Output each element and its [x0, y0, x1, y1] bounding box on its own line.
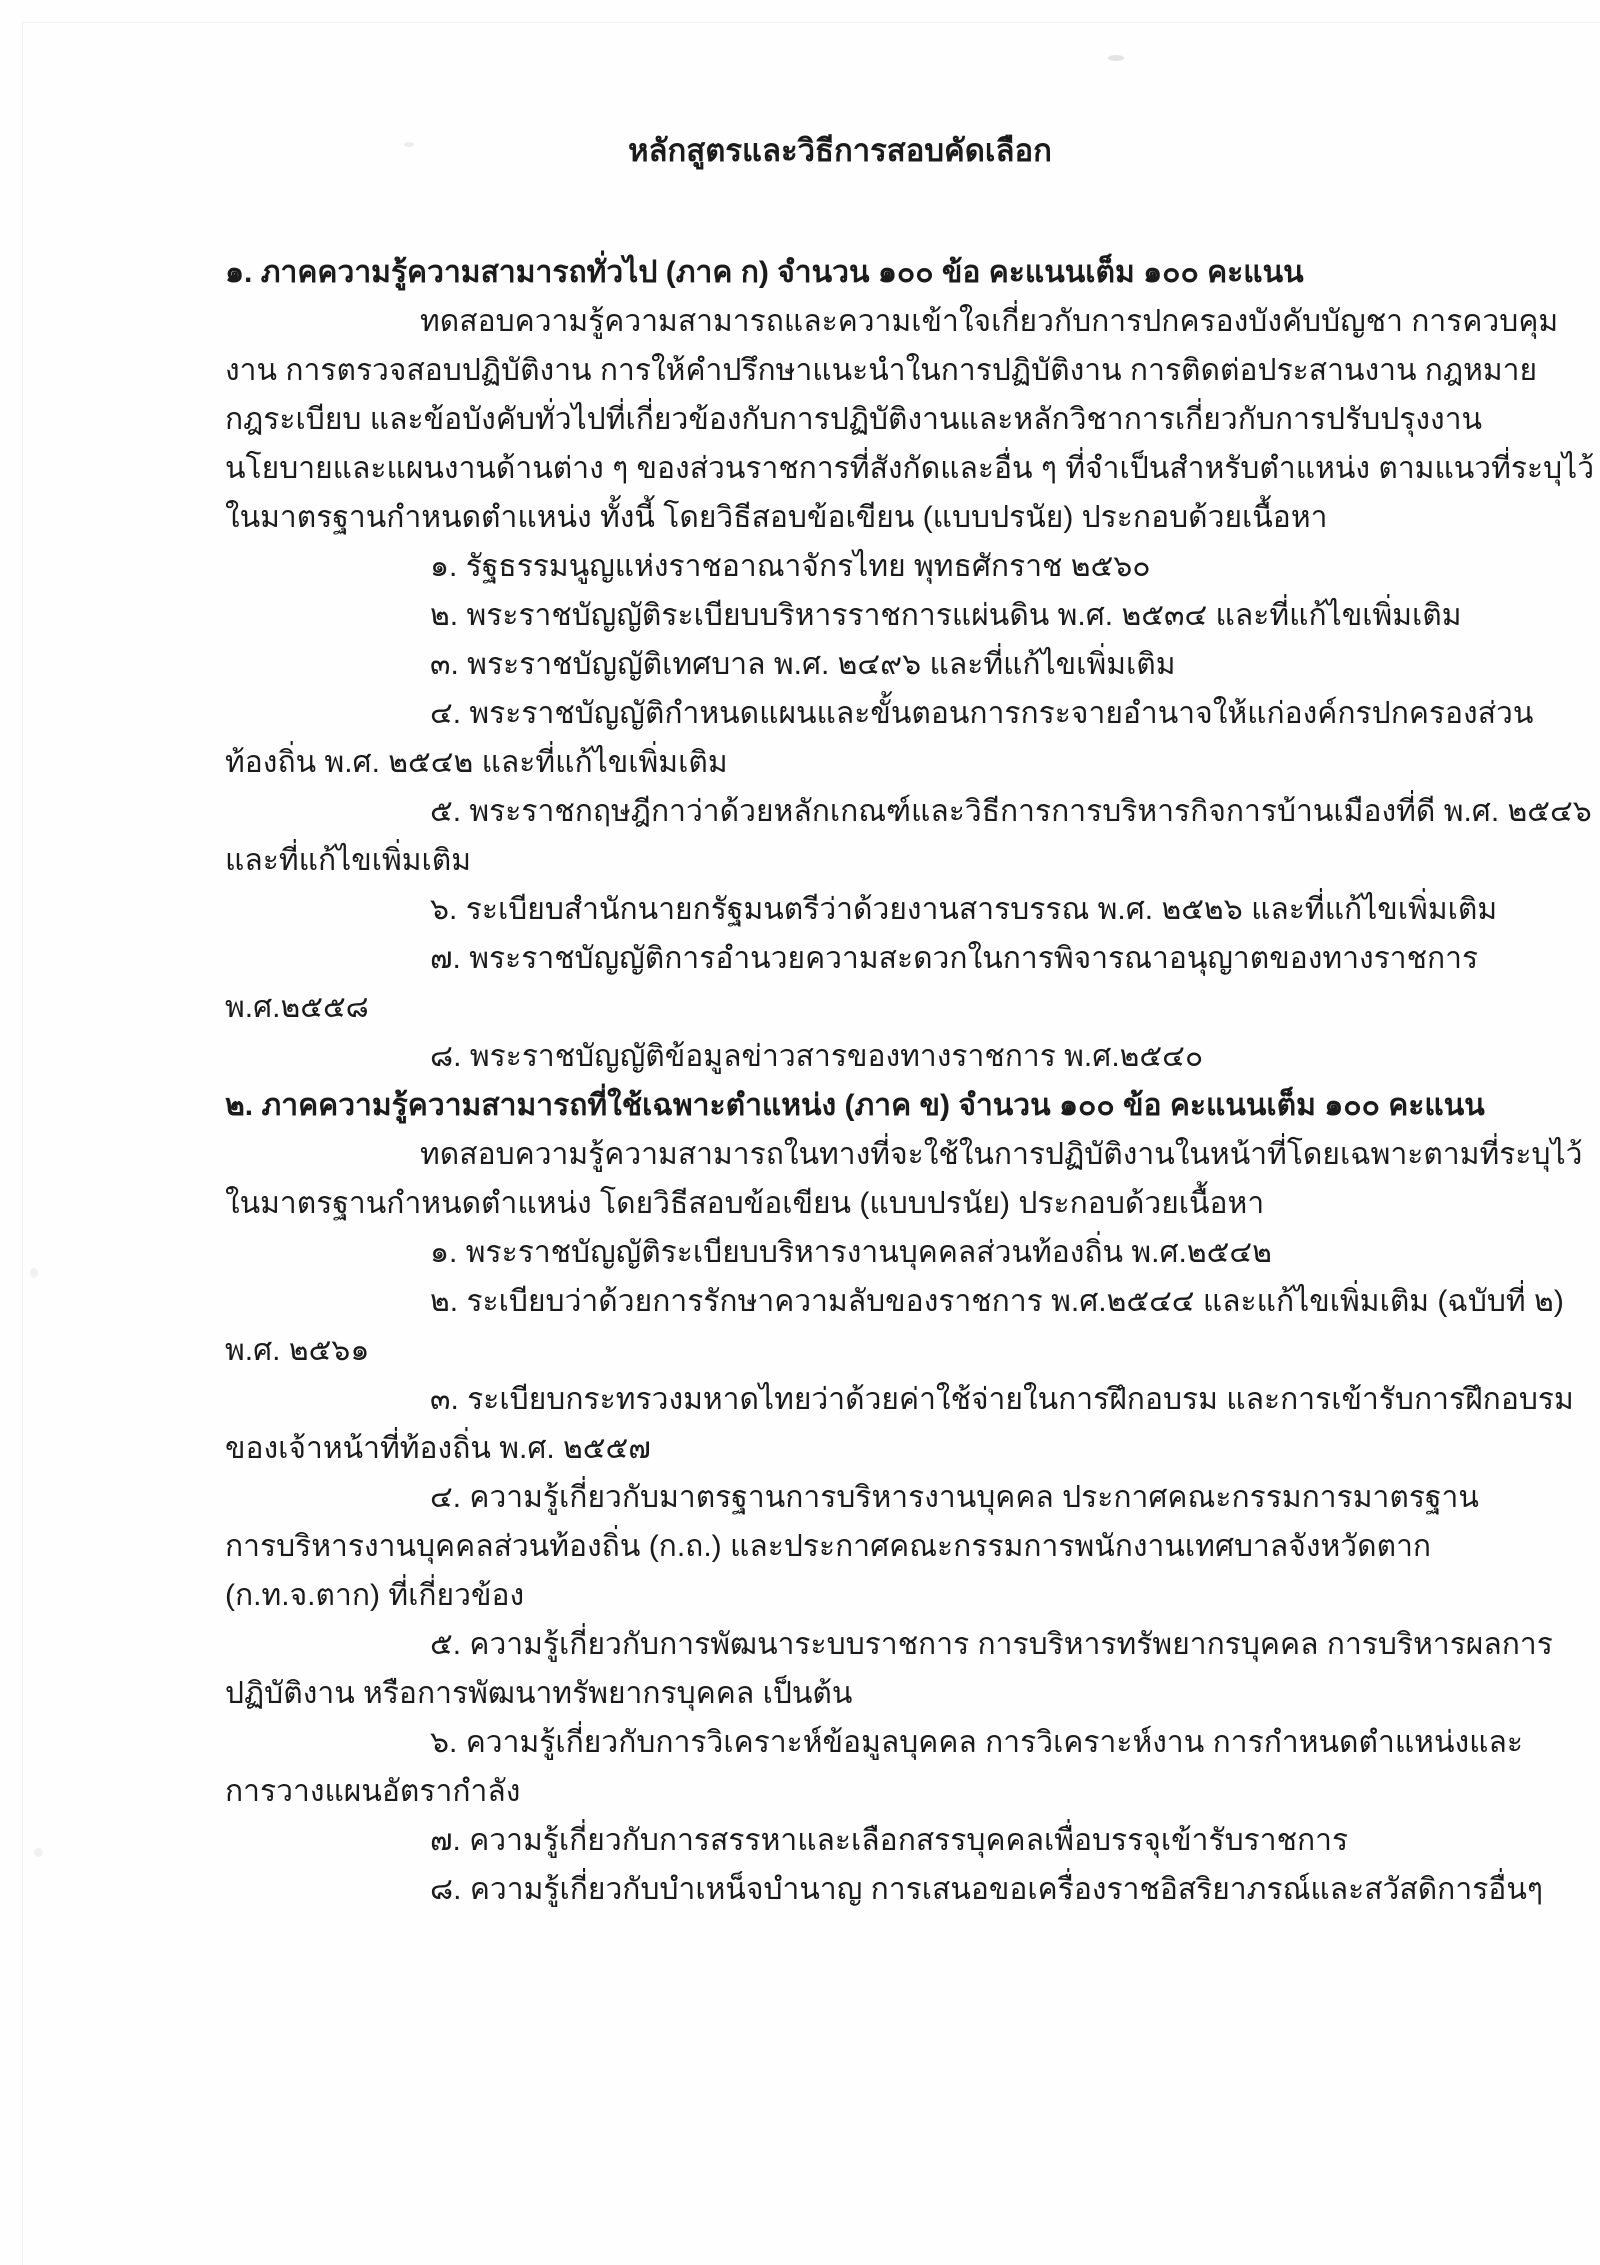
list-item	[225, 1375, 1574, 1473]
list-item-line: และที่แก้ไขเพิ่มเติม	[225, 844, 472, 877]
list-item-line: การบริหารงานบุคคลส่วนท้องถิ่น (ก.ถ.) และประกาศคณะกรรมการพนักงานเทศบาลจังหวัดตาก	[225, 1530, 1432, 1563]
list-item-line: ๓. พระราชบัญญัติเทศบาล พ.ศ. ๒๔๙๖ และที่แก้ไขเพิ่มเติม	[430, 648, 1176, 681]
section-1	[225, 248, 1595, 1081]
list-item	[225, 1816, 1465, 1865]
scan-smudge	[34, 1848, 43, 1857]
section-intro-line: ทดสอบความรู้ความสามารถในทางที่จะใช้ในการปฏิบัติงานในหน้าที่โดยเฉพาะตามที่ระบุไว้	[420, 1138, 1583, 1171]
list-item	[225, 1277, 1564, 1375]
scan-page-edge	[22, 22, 23, 2265]
section-heading: ๒. ภาคความรู้ความสามารถที่ใช้เฉพาะตำแหน่ง (ภาค ข) จำนวน ๑๐๐ ข้อ คะแนนเต็ม ๑๐๐ คะแนน	[225, 1089, 1485, 1122]
scan-smudge	[1108, 55, 1124, 61]
list-item-line: (ก.ท.จ.ตาก) ที่เกี่ยวข้อง	[225, 1579, 525, 1612]
list-item-line: ๑. รัฐธรรมนูญแห่งราชอาณาจักรไทย พุทธศักราช ๒๕๖๐	[430, 550, 1151, 583]
list-item	[225, 885, 1498, 934]
list-item	[225, 1032, 1465, 1081]
list-item-line: พ.ศ. ๒๕๖๑	[225, 1334, 370, 1367]
list-item	[225, 542, 1465, 591]
list-item	[225, 787, 1592, 885]
list-item-line: ๕. ความรู้เกี่ยวกับการพัฒนาระบบราชการ การบริหารทรัพยากรบุคคล การบริหารผลการ	[430, 1628, 1553, 1661]
list-item	[225, 1620, 1553, 1718]
section-heading: ๑. ภาคความรู้ความสามารถทั่วไป (ภาค ก) จำนวน ๑๐๐ ข้อ คะแนนเต็ม ๑๐๐ คะแนน	[225, 256, 1304, 289]
list-item-line: ๒. พระราชบัญญัติระเบียบบริหารราชการแผ่นดิน พ.ศ. ๒๕๓๔ และที่แก้ไขเพิ่มเติม	[430, 599, 1462, 632]
section-intro-line: กฎระเบียบ และข้อบังคับทั่วไปที่เกี่ยวข้องกับการปฏิบัติงานและหลักวิชาการเกี่ยวกับการปรับปรุงงาน	[225, 403, 1483, 436]
scan-smudge	[30, 1268, 38, 1278]
list-item-line: ๑. พระราชบัญญัติระเบียบบริหารงานบุคคลส่วนท้องถิ่น พ.ศ.๒๕๔๒	[430, 1236, 1272, 1269]
list-item	[225, 934, 1479, 1032]
section-intro-line: ในมาตรฐานกำหนดตำแหน่ง โดยวิธีสอบข้อเขียน (แบบปรนัย) ประกอบด้วยเนื้อหา	[225, 1187, 1265, 1220]
list-item-line: ปฏิบัติงาน หรือการพัฒนาทรัพยากรบุคคล เป็นต้น	[225, 1677, 853, 1710]
list-item-line: ๖. ระเบียบสำนักนายกรัฐมนตรีว่าด้วยงานสารบรรณ พ.ศ. ๒๕๒๖ และที่แก้ไขเพิ่มเติม	[430, 893, 1498, 926]
list-item	[225, 591, 1465, 640]
section-intro-line: นโยบายและแผนงานด้านต่าง ๆ ของส่วนราชการที่สังกัดและอื่น ๆ ที่จำเป็นสำหรับตำแหน่ง ตามแนวที่ระบุไว้	[225, 452, 1595, 485]
list-item	[225, 689, 1534, 787]
list-item-line: ๖. ความรู้เกี่ยวกับการวิเคราะห์ข้อมูลบุคคล การวิเคราะห์งาน การกำหนดตำแหน่งและ	[430, 1726, 1523, 1759]
list-item-line: ๘. ความรู้เกี่ยวกับบำเหน็จบำนาญ การเสนอขอเครื่องราชอิสริยาภรณ์และสวัสดิการอื่นๆ	[430, 1873, 1543, 1906]
section-intro-line: งาน การตรวจสอบปฏิบัติงาน การให้คำปรึกษาแนะนำในการปฏิบัติงาน การติดต่อประสานงาน กฎหมาย	[225, 354, 1538, 387]
document-title: หลักสูตรและวิธีการสอบคัดเลือก	[628, 133, 1052, 168]
list-item-line: ท้องถิ่น พ.ศ. ๒๕๔๒ และที่แก้ไขเพิ่มเติม	[225, 746, 728, 779]
list-item-line: ของเจ้าหน้าที่ท้องถิ่น พ.ศ. ๒๕๕๗	[225, 1432, 651, 1465]
list-item-line: การวางแผนอัตรากำลัง	[225, 1775, 521, 1808]
list-item-line: ๔. ความรู้เกี่ยวกับมาตรฐานการบริหารงานบุคคล ประกาศคณะกรรมการมาตรฐาน	[430, 1481, 1479, 1514]
list-item-line: ๓. ระเบียบกระทรวงมหาดไทยว่าด้วยค่าใช้จ่ายในการฝึกอบรม และการเข้ารับการฝึกอบรม	[430, 1383, 1574, 1416]
section-2	[225, 1081, 1583, 1914]
list-item	[225, 1718, 1523, 1816]
list-item-line: ๗. ความรู้เกี่ยวกับการสรรหาและเลือกสรรบุคคลเพื่อบรรจุเข้ารับราชการ	[430, 1824, 1349, 1857]
list-item-line: ๗. พระราชบัญญัติการอำนวยความสะดวกในการพิจารณาอนุญาตของทางราชการ	[430, 942, 1479, 975]
list-item-line: ๕. พระราชกฤษฎีกาว่าด้วยหลักเกณฑ์และวิธีการการบริหารกิจการบ้านเมืองที่ดี พ.ศ. ๒๕๔๖	[430, 795, 1592, 828]
list-item	[225, 640, 1465, 689]
list-item-line: ๘. พระราชบัญญัติข้อมูลข่าวสารของทางราชการ พ.ศ.๒๕๔๐	[430, 1040, 1204, 1073]
list-item-line: ๒. ระเบียบว่าด้วยการรักษาความลับของราชการ พ.ศ.๒๕๔๔ และแก้ไขเพิ่มเติม (ฉบับที่ ๒)	[430, 1285, 1564, 1318]
list-item	[225, 1473, 1479, 1620]
document-body	[225, 248, 1595, 1914]
section-intro-line: ในมาตรฐานกำหนดตำแหน่ง ทั้งนี้ โดยวิธีสอบข้อเขียน (แบบปรนัย) ประกอบด้วยเนื้อหา	[225, 501, 1328, 534]
scan-page-edge	[22, 22, 1600, 23]
list-item	[225, 1228, 1465, 1277]
section-intro-line: ทดสอบความรู้ความสามารถและความเข้าใจเกี่ยวกับการปกครองบังคับบัญชา การควบคุม	[420, 305, 1559, 338]
list-item-line: ๔. พระราชบัญญัติกำหนดแผนและขั้นตอนการกระจายอำนาจให้แก่องค์กรปกครองส่วน	[430, 697, 1534, 730]
list-item	[225, 1865, 1543, 1914]
list-item-line: พ.ศ.๒๕๕๘	[225, 991, 369, 1024]
